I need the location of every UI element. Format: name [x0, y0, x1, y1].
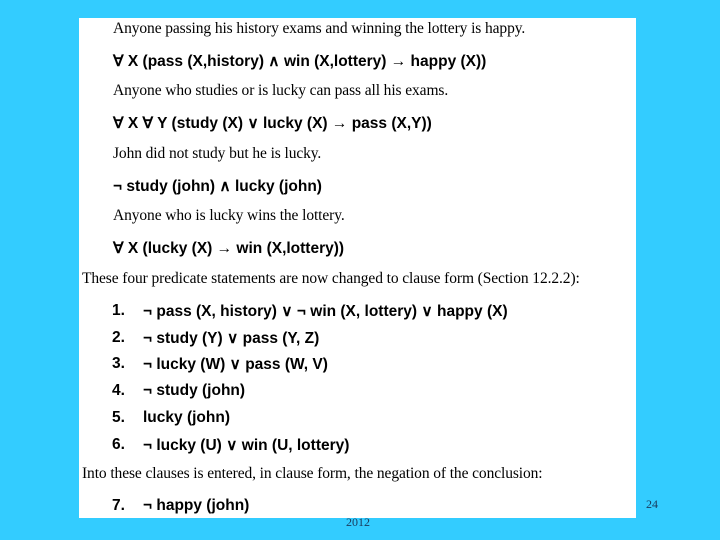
clause-text: ¬ pass (X, history) ∨ ¬ win (X, lottery) ∨ happy (X) — [143, 303, 508, 320]
clause-text: ¬ lucky (W) ∨ pass (W, V) — [143, 356, 328, 373]
clause-intro-text: These four predicate statements are now changed to clause form (Section 12.2.2): — [82, 270, 580, 287]
statement-4-prose: Anyone who is lucky wins the lottery. — [113, 207, 345, 224]
page-number: 24 — [646, 497, 658, 511]
clause-text: ¬ study (Y) ∨ pass (Y, Z) — [143, 330, 320, 347]
footer-year: 2012 — [346, 515, 370, 529]
statement-3-formula: ¬ study (john) ∧ lucky (john) — [113, 178, 322, 195]
negation-intro-text: Into these clauses is entered, in clause form, the negation of the conclusion: — [82, 465, 543, 482]
statement-1-formula: ∀ X (pass (X,history) ∧ win (X,lottery) → happy (X)) — [113, 53, 487, 70]
statement-4-formula: ∀ X (lucky (X) → win (X,lottery)) — [113, 240, 345, 257]
statement-3-prose: John did not study but he is lucky. — [113, 145, 322, 162]
statement-1-prose: Anyone passing his history exams and winning the lottery is happy. — [113, 20, 526, 37]
slide-document — [79, 18, 636, 518]
clause-text: ¬ lucky (U) ∨ win (U, lottery) — [143, 437, 350, 454]
clause-text: lucky (john) — [143, 409, 230, 426]
clause-text: ¬ happy (john) — [143, 497, 250, 514]
clause-number: 7. — [112, 497, 125, 514]
clause-number: 4. — [112, 382, 125, 399]
clause-number: 1. — [112, 302, 125, 319]
clause-text: ¬ study (john) — [143, 382, 246, 399]
clause-number: 3. — [112, 355, 125, 372]
statement-2-formula: ∀ X ∀ Y (study (X) ∨ lucky (X) → pass (X,Y)) — [113, 115, 432, 132]
statement-2-prose: Anyone who studies or is lucky can pass all his exams. — [113, 82, 449, 99]
clause-number: 2. — [112, 329, 125, 346]
clause-number: 6. — [112, 436, 125, 453]
clause-number: 5. — [112, 409, 125, 426]
